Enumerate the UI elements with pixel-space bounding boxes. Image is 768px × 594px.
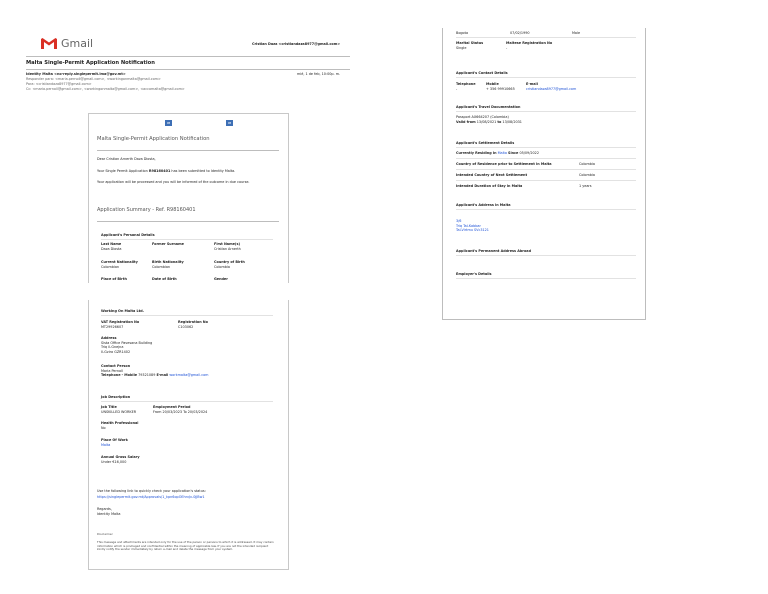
header-divider bbox=[26, 56, 350, 57]
regards: Regards, Identity Malta bbox=[97, 507, 121, 516]
email-subject: Malta Single-Permit Application Notification bbox=[26, 60, 155, 66]
contact-person: Contact Person Maria Pernoll Telephone - Mobile 79321089 E-mail workmalta@gmail.com bbox=[101, 364, 209, 378]
banner-logo-right: IM bbox=[227, 121, 232, 125]
subject-divider bbox=[26, 69, 350, 70]
email-field: E-mail cristiandaza8977@gmail.com bbox=[526, 82, 577, 91]
employment-period-field: Employment Period From 20/03/2023 To 20/03/2024 bbox=[153, 405, 208, 414]
next-settlement-value: Colombia bbox=[579, 173, 595, 177]
processed-line: Your application will be processed and you will be informed of the outcome in due course. bbox=[97, 180, 250, 184]
country-of-birth-field: Country of Birth Colombia bbox=[214, 260, 245, 269]
registration-field: Registration No C103062 bbox=[178, 320, 208, 329]
employer-address: Address Sista Office Pavesana Building Triq il-Gnejna Il-Gzira GZR1402 bbox=[101, 336, 153, 354]
right-panel-left-border bbox=[442, 28, 443, 319]
account-identity: Cristian Daza <cristiandaza8977@gmail.com> bbox=[252, 42, 341, 46]
birth-nationality-field: Birth Nationality Colombian bbox=[152, 260, 184, 269]
gmail-logo-text: Gmail bbox=[61, 36, 94, 50]
personal-heading: Applicant's Personal Details bbox=[101, 233, 155, 237]
telephone-field: Telephone - bbox=[456, 82, 476, 91]
passport-info: Passport AX664207 (Colombia) Valid from 13/08/2021 to 13/08/2031 bbox=[456, 115, 522, 124]
notice-title: Malta Single-Permit Application Notification bbox=[97, 136, 210, 142]
summary-divider bbox=[97, 221, 279, 222]
disclaimer-title: Disclaimer bbox=[97, 532, 113, 536]
salary-field: Annual Gross Salary Under €16,000 bbox=[101, 455, 140, 464]
former-surname-field: Former Surname bbox=[152, 242, 184, 246]
disclaimer-text: This message and attachments are intended only for the use of the person or persons to which it is addressed. It may contain information which is privileged and confidential within the meaning of applicable law. If you are not the intended recipient kindly notify the sender immediately by return e-mail and delete the message from your system. bbox=[97, 540, 274, 552]
employer-email-link[interactable]: workmalta@gmail.com bbox=[169, 373, 209, 378]
last-name-field: Last Name Daza Diosta bbox=[101, 242, 122, 251]
check-status-link[interactable]: https://singlepermit.gov.mt/Approvals/1_kpn6opOEhrvJv-0jJBw1 bbox=[97, 495, 205, 499]
greeting: Dear Cristian Arnerth Daza Diosta, bbox=[97, 157, 156, 161]
gender-label: Gender bbox=[214, 277, 228, 281]
maltese-registration-field: Maltese Registration No - bbox=[506, 41, 553, 50]
right-panel-bottom-border bbox=[442, 319, 646, 320]
submitted-line: Your Single Permit Application R98160401 has been submitted to Identity Malta. bbox=[97, 169, 236, 173]
health-professional-field: Health Professional No bbox=[101, 421, 139, 430]
applicant-email-link[interactable]: cristiandaza8977@gmail.com bbox=[526, 86, 577, 91]
contact-heading: Applicant's Contact Details bbox=[456, 71, 508, 75]
current-nationality-field: Current Nationality Colombian bbox=[101, 260, 138, 269]
residing-row: Currently Residing In Malta Since 05/09/2022 bbox=[456, 151, 539, 155]
job-title-field: Job Title UNSKILLED WORKER bbox=[101, 405, 137, 414]
duration-label: Intended Duration of Stay in Malta bbox=[456, 184, 523, 188]
banner-logo-left: IM bbox=[166, 121, 171, 125]
gmail-envelope-icon bbox=[40, 37, 58, 50]
prior-residence-label: Country of Residence prior to Settlement in Malta bbox=[456, 162, 552, 166]
next-settlement-label: Intended Country of Next Settlement bbox=[456, 173, 528, 177]
right-panel-right-border bbox=[645, 28, 646, 319]
summary-title: Application Summary - Ref. R98160401 bbox=[97, 207, 196, 213]
vat-field: VAT Registration No MT29926607 bbox=[101, 320, 140, 329]
place-of-work-field: Place Of Work Malta bbox=[101, 438, 128, 447]
email-from: Identity Malta <no-reply.singlepermit.ima@gov.mt> bbox=[26, 72, 126, 76]
job-heading: Job Description bbox=[101, 395, 131, 399]
company-name: Working On Malta Ltd. bbox=[101, 309, 144, 313]
duration-value: 1 years bbox=[579, 184, 592, 188]
address-heading: Applicant's Address in Malta bbox=[456, 203, 511, 207]
email-cc: Cc: <maria.pernoll@gmail.com>, <workingonmalta@gmail.com>, <accomalta@gmail.com> bbox=[26, 87, 185, 91]
malta-address: 3/6 Triq Tal-Kabbar Tal-Virtmu SVc3121 bbox=[456, 219, 489, 233]
travel-heading: Applicant's Travel Documentation bbox=[456, 105, 521, 109]
employer-heading: Employer's Details bbox=[456, 272, 492, 276]
email-reply-to: Responder para: <maria.pernoll@gmail.com>, <workingonmalta@gmail.com> bbox=[26, 77, 161, 81]
check-status-text: Use the following link to quickly check your application's status: bbox=[97, 489, 206, 493]
first-names-field: First Name(s) Cristian Arnerth bbox=[214, 242, 241, 251]
prior-residence-value: Colombia bbox=[579, 162, 595, 166]
settlement-heading: Applicant's Settlement Details bbox=[456, 141, 515, 145]
email-to: Para: <cristiandaza8977@gmail.com> bbox=[26, 82, 92, 86]
email-date: mié, 1 de feb, 10:00p. m. bbox=[297, 72, 341, 76]
permanent-address-heading: Applicant's Permanent Address Abroad bbox=[456, 249, 532, 253]
right-top-row: Bogota 07/02/1990 Male bbox=[456, 31, 581, 35]
marital-status-field: Marital Status Single bbox=[456, 41, 484, 50]
date-of-birth-label: Date of Birth bbox=[152, 277, 177, 281]
gmail-logo[interactable] bbox=[40, 36, 93, 50]
place-of-birth-label: Place of Birth bbox=[101, 277, 127, 281]
notice-divider bbox=[97, 150, 279, 151]
mobile-field: Mobile + 356 99910665 bbox=[486, 82, 515, 91]
